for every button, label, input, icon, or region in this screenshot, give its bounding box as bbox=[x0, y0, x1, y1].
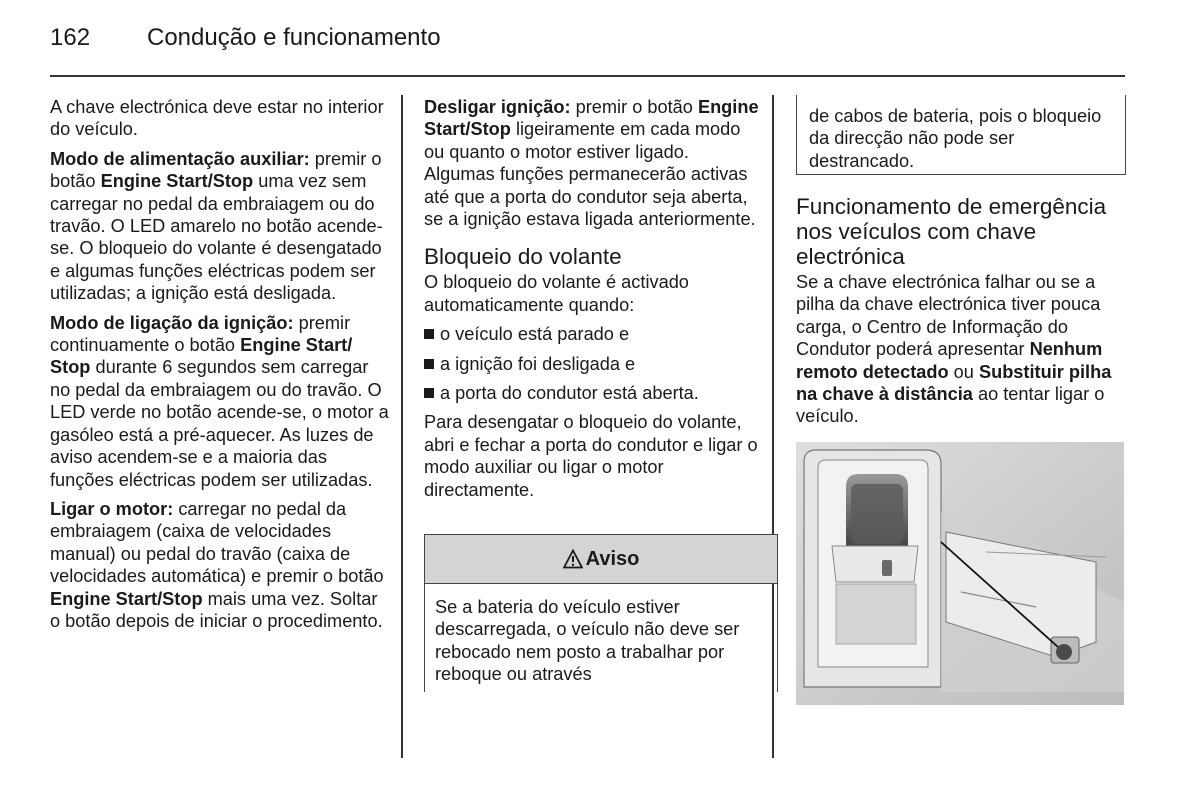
term-ignition-mode: Modo de ligação da ignição: bbox=[50, 312, 294, 333]
text: carregar no pedal da embraiagem (caixa de velocidades manual) ou pedal do travão (caixa de velocidades automática) e premir o botão bbox=[50, 498, 384, 587]
text: durante 6 segundos sem carregar no pedal da embraiagem ou do travão. O LED verde no botão acende-se, o motor a gasóleo está a pré-aquecer. As luzes de aviso acendem-se e a maioria das funções eléctricas podem ser utilizadas. bbox=[50, 357, 389, 490]
section-heading-steering-lock: Bloqueio do volante bbox=[424, 244, 622, 270]
warning-title: Aviso bbox=[585, 547, 640, 570]
button-name-engine-start-stop: Engine Start/Stop bbox=[100, 171, 254, 192]
key-pocket-illustration bbox=[796, 442, 1124, 705]
column-divider-1 bbox=[401, 95, 403, 758]
warning-triangle-icon bbox=[563, 549, 583, 569]
text: Se a chave electrónica falhar ou se a pilha da chave electrónica tiver pouca carga, o Centro de Informação do Condutor poderá apresentar bbox=[796, 272, 1101, 360]
paragraph-start-engine bbox=[50, 498, 390, 632]
list-item-text: a ignição foi desligada e bbox=[440, 353, 636, 374]
warning-text: Se a bateria do veículo estiver descarregada, o veículo não deve ser rebocado nem posto a trabalhar por reboque ou através bbox=[435, 597, 740, 685]
column-1 bbox=[50, 96, 390, 639]
button-name-engine-start-stop: Engine Start/ Stop bbox=[50, 335, 353, 378]
text: uma vez sem carregar no pedal da embraiagem ou do travão. O LED amarelo no botão acende-se. O bloqueio do volante é desengatado e algumas funções eléctricas podem ser utilizadas; a ignição está desligada. bbox=[50, 171, 383, 304]
warning-header bbox=[425, 535, 777, 584]
text: ou bbox=[948, 361, 979, 382]
text: ao tentar ligar o veículo. bbox=[796, 384, 1105, 427]
paragraph-auxiliary-mode bbox=[50, 148, 390, 305]
header-rule bbox=[50, 75, 1125, 77]
term-auxiliary-mode: Modo de alimentação auxiliar: bbox=[50, 148, 310, 169]
text: premir continuamente o botão bbox=[50, 312, 351, 356]
column-2 bbox=[424, 96, 759, 508]
paragraph-steering-lock-intro: O bloqueio do volante é activado automaticamente quando: bbox=[424, 272, 689, 315]
page-title: Condução e funcionamento bbox=[147, 24, 441, 51]
list-item bbox=[424, 382, 759, 404]
column-3 bbox=[796, 194, 1131, 435]
button-name-engine-start-stop: Engine Start/Stop bbox=[50, 588, 203, 609]
page-number: 162 bbox=[50, 24, 91, 51]
paragraph-emergency bbox=[796, 271, 1131, 428]
text: premir o botão bbox=[570, 97, 698, 117]
list-item bbox=[424, 323, 759, 345]
bullet-list bbox=[424, 323, 759, 404]
list-item-text: a porta do condutor está aberta. bbox=[440, 383, 699, 404]
section-heading-emergency-operation: Funcionamento de emergência nos veículos com chave electrónica bbox=[796, 194, 1107, 269]
term-ignition-off: Desligar ignição: bbox=[424, 97, 571, 117]
paragraph-key-inside: A chave electrónica deve estar no interior do veículo. bbox=[50, 97, 384, 140]
warning-continued-box: de cabos de bateria, pois o bloqueio da direcção não pode ser destrancado. bbox=[796, 95, 1126, 175]
paragraph-disengage-lock: Para desengatar o bloqueio do volante, abri e fechar a porta do condutor e ligar o modo auxiliar ou ligar o motor directamente. bbox=[424, 412, 758, 500]
text: premir o botão bbox=[50, 148, 382, 192]
list-item bbox=[424, 353, 759, 375]
paragraph-ignition-mode bbox=[50, 312, 390, 491]
message-replace-battery: Substituir pilha na chave à distância bbox=[796, 361, 1112, 405]
button-name-engine-start-stop: Engine Start/Stop bbox=[424, 97, 759, 140]
bullet-square-icon bbox=[424, 359, 434, 369]
bullet-square-icon bbox=[424, 388, 434, 398]
message-no-remote-detected: Nenhum remoto detectado bbox=[796, 339, 1103, 382]
paragraph-ignition-off bbox=[424, 96, 759, 230]
term-start-engine: Ligar o motor: bbox=[50, 498, 174, 519]
text: ligeiramente em cada modo ou quanto o motor estiver ligado. Algumas funções permanecerão activas até que a porta do condutor seja aberta, se a ignição estava ligada anteriormente. bbox=[424, 119, 756, 230]
bullet-square-icon bbox=[424, 329, 434, 339]
list-item-text: o veículo está parado e bbox=[440, 324, 630, 345]
text: mais uma vez. Soltar o botão depois de iniciar o procedimento. bbox=[50, 588, 383, 631]
warning-box bbox=[424, 534, 778, 692]
